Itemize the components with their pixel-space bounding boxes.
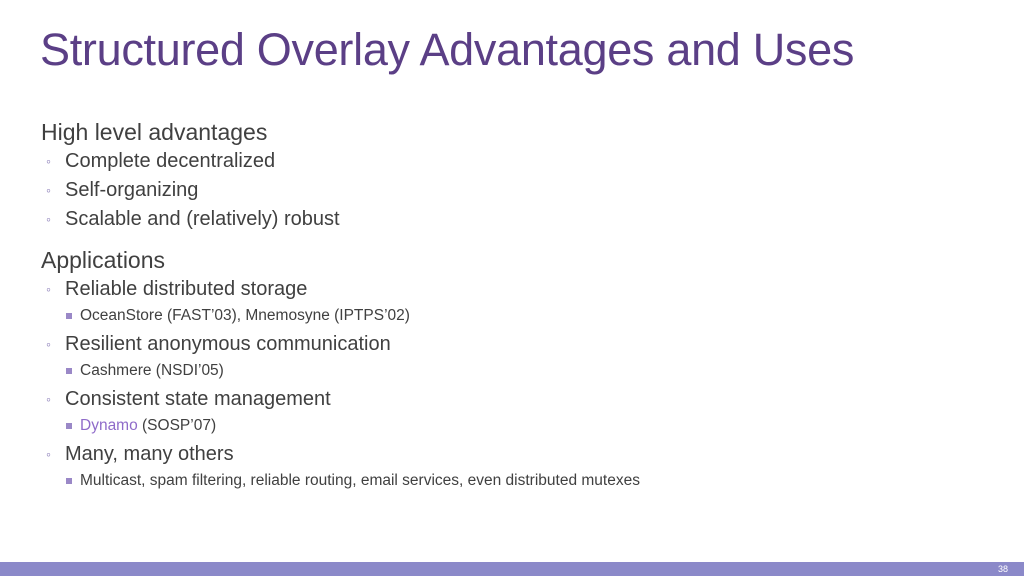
bullet-text: Scalable and (relatively) robust	[65, 208, 340, 230]
circle-bullet-icon: ◦	[46, 153, 51, 169]
bullet-text: Many, many others	[65, 443, 234, 465]
dynamo-link[interactable]: Dynamo	[80, 417, 138, 434]
sub-bullet-item	[41, 414, 981, 438]
sub-bullet-item	[41, 469, 981, 493]
square-bullet-icon	[66, 313, 72, 319]
circle-bullet-icon: ◦	[46, 336, 51, 352]
page-number: 38	[997, 564, 1008, 574]
square-bullet-icon	[66, 478, 72, 484]
square-bullet-icon	[66, 423, 72, 429]
bullet-item	[41, 205, 981, 234]
section-heading-advantages: High level advantages	[41, 119, 268, 145]
bullet-item	[41, 385, 981, 414]
sub-bullet-text: OceanStore (FAST’03), Mnemosyne (IPTPS’02)	[80, 307, 410, 324]
sub-bullet-text: Cashmere (NSDI’05)	[80, 362, 224, 379]
slide-title: Structured Overlay Advantages and Uses	[40, 24, 855, 75]
bullet-item	[41, 147, 981, 176]
sub-bullet-item	[41, 304, 981, 328]
bullet-item	[41, 330, 981, 359]
bullet-item	[41, 440, 981, 469]
bullet-text: Reliable distributed storage	[65, 278, 308, 300]
bullet-text: Consistent state management	[65, 388, 331, 410]
bullet-text: Complete decentralized	[65, 150, 276, 172]
circle-bullet-icon: ◦	[46, 182, 51, 198]
circle-bullet-icon: ◦	[46, 211, 51, 227]
square-bullet-icon	[66, 368, 72, 374]
sub-bullet-text: (SOSP’07)	[137, 417, 217, 434]
slide-content	[41, 117, 981, 495]
sub-bullet-text: Multicast, spam filtering, reliable routing, email services, even distributed mutexes	[80, 472, 640, 489]
bullet-text: Resilient anonymous communication	[65, 333, 391, 355]
circle-bullet-icon: ◦	[46, 281, 51, 297]
bullet-text: Self-organizing	[65, 179, 199, 201]
section-heading-applications: Applications	[41, 247, 166, 273]
circle-bullet-icon: ◦	[46, 446, 51, 462]
circle-bullet-icon: ◦	[46, 391, 51, 407]
bullet-item	[41, 176, 981, 205]
bullet-item	[41, 275, 981, 304]
footer-bar	[0, 562, 1024, 576]
sub-bullet-item	[41, 359, 981, 383]
